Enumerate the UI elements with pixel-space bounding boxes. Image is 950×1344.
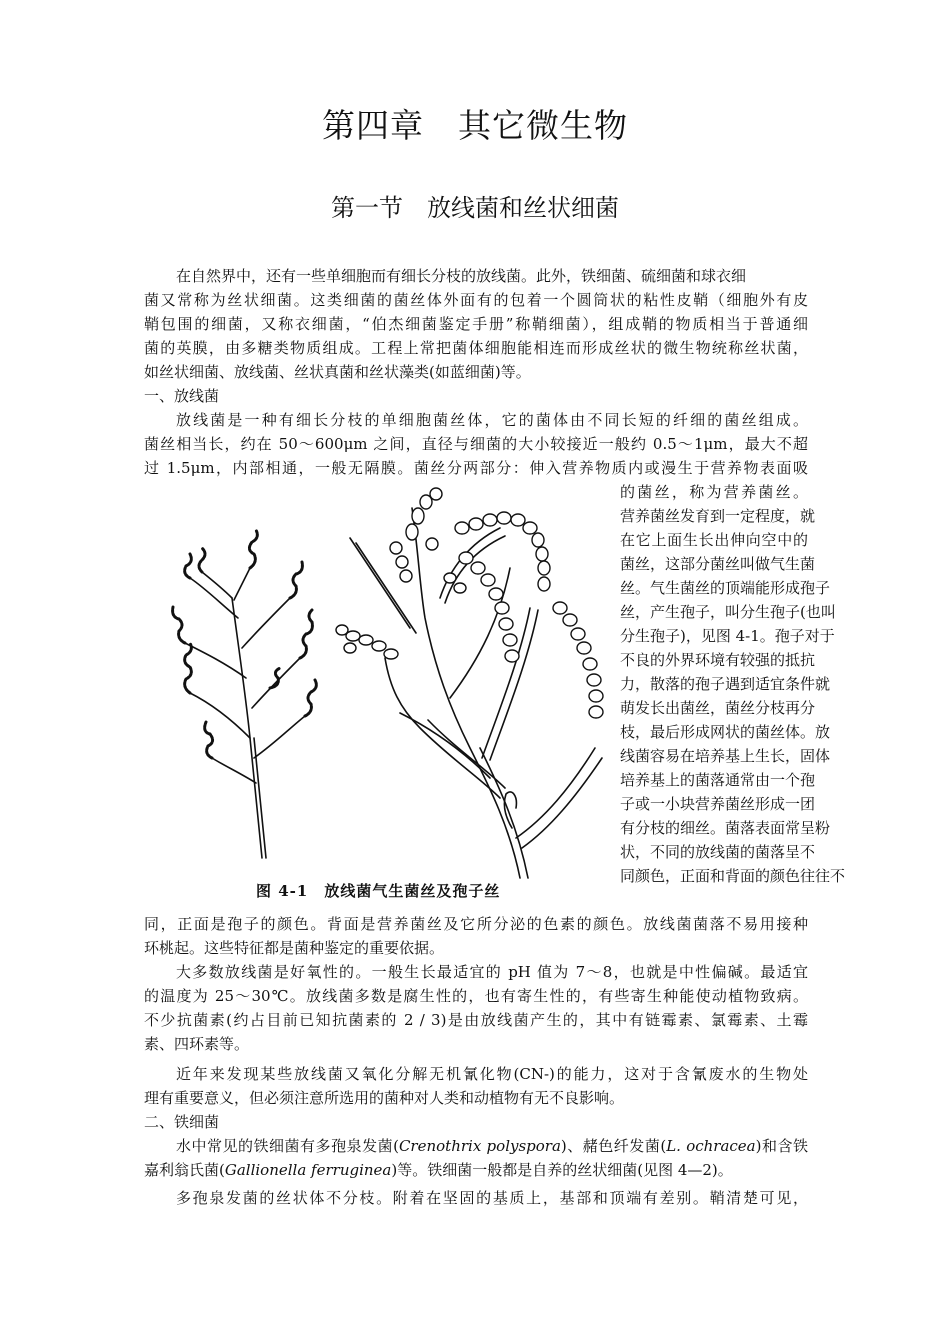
- wrap-line: 营养菌丝发育到一定程度，就: [620, 507, 816, 525]
- wrap-line: 丝，产生孢子，叫分生孢子(也叫: [620, 603, 836, 621]
- body-line: 多孢泉发菌的丝状体不分枝。附着在坚固的基质上，基部和顶端有差别。鞘清楚可见，: [176, 1189, 808, 1207]
- intro-line: 鞘包围的细菌，又称衣细菌，“伯杰细菌鉴定手册”称鞘细菌），组成鞘的物质相当于普通细: [144, 315, 808, 333]
- left-main-stem: [232, 598, 262, 858]
- section-title: 第一节 放线菌和丝状细菌: [331, 194, 619, 222]
- wrap-line: 分生孢子)，见图 4-1。孢子对于: [620, 627, 835, 645]
- chapter-title: 第四章 其它微生物: [322, 106, 628, 145]
- wrap-line: 线菌容易在培养基上生长，固体: [620, 747, 831, 765]
- body-line: 大多数放线菌是好氧性的。一般生长最适宜的 pH 值为 7～8，也就是中性偏碱。最适宜: [176, 963, 808, 981]
- wrap-line: 萌发长出菌丝，菌丝分枝再分: [620, 699, 816, 717]
- body-line: 理有重要意义，但必须注意所选用的菌种对人类和动植物有无不良影响。: [144, 1089, 625, 1107]
- intro-line: 菌又常称为丝状细菌。这类细菌的菌丝体外面有的包着一个圆筒状的粘性皮鞘（细胞外有皮: [144, 291, 808, 309]
- wrap-line: 丝。气生菌丝的顶端能形成孢子: [620, 579, 831, 597]
- wrap-line: 力，散落的孢子遇到适宜条件就: [620, 675, 831, 693]
- body-line: 环桃起。这些特征都是菌种鉴定的重要依据。: [144, 939, 445, 957]
- intro-line: 菌的英膜，由多糖类物质组成。工程上常把菌体细胞能相连而形成丝状的微生物统称丝状菌，: [144, 339, 808, 357]
- wrap-line: 同颜色，正面和背面的颜色往往不: [620, 867, 846, 885]
- body-line: 素、四环素等。: [144, 1035, 250, 1053]
- body-line: 菌丝相当长，约在 50～600μm 之间，直径与细菌的大小较接近一般约 0.5～1μm，最大不超: [144, 435, 808, 453]
- wrap-line: 状，不同的放线菌的菌落呈不: [620, 843, 816, 861]
- body-line: 过 1.5μm，内部相通，一般无隔膜。菌丝分两部分：伸入营养物质内或漫生于营养物表面吸: [144, 459, 808, 477]
- body-line: 水中常见的铁细菌有多孢泉发菌(Crenothrix polyspora)、赭色纤发菌(L. ochracea)和含铁: [176, 1137, 808, 1155]
- intro-line: 如丝状细菌、放线菌、丝状真菌和丝状藻类(如蓝细菌)等。: [144, 363, 531, 381]
- intro-line: 在自然界中，还有一些单细胞而有细长分枝的放线菌。此外，铁细菌、硫细菌和球衣细: [176, 267, 747, 285]
- body-line: 放线菌是一种有细长分枝的单细胞菌丝体，它的菌体由不同长短的纤细的菌丝组成。: [176, 411, 808, 429]
- actinomycete-hyphae-figure: [150, 488, 620, 908]
- body-line: 的温度为 25～30℃。放线菌多数是腐生性的，也有寄生性的，有些寄生种能使动植物致病。: [144, 987, 808, 1005]
- body-line: 同，正面是孢子的颜色。背面是营养菌丝及它所分泌的色素的颜色。放线菌菌落不易用接种: [144, 915, 808, 933]
- body-line: 近年来发现某些放线菌又氧化分解无机氰化物(CN-)的能力，这对于含氰废水的生物处: [176, 1065, 808, 1083]
- wrap-line: 枝，最后形成网状的菌丝体。放: [620, 723, 831, 741]
- figure-caption: 图 4-1 放线菌气生菌丝及孢子丝: [256, 882, 501, 900]
- wrap-line: 培养基上的菌落通常由一个孢: [620, 771, 816, 789]
- heading-actinomycetes: 一、放线菌: [144, 387, 220, 405]
- wrap-line: 在它上面生长出伸向空中的: [620, 531, 808, 549]
- body-line: 嘉利翁氏菌(Gallionella ferruginea)等。铁细菌一般都是自养的丝状细菌(见图 4—2)。: [144, 1161, 733, 1179]
- heading-iron-bacteria: 二、铁细菌: [144, 1113, 220, 1131]
- wrap-line: 子或一小块营养菌丝形成一团: [620, 795, 816, 813]
- wrap-line: 的菌丝，称为营养菌丝。: [620, 483, 808, 501]
- wrap-line: 不良的外界环境有较强的抵抗: [620, 651, 816, 669]
- body-line: 不少抗菌素(约占目前已知抗菌素的 2 / 3)是由放线菌产生的，其中有链霉素、氯霉素、土霉: [144, 1011, 808, 1029]
- wrap-line: 有分枝的细丝。菌落表面常呈粉: [620, 819, 831, 837]
- wrap-line: 菌丝，这部分菌丝叫做气生菌: [620, 555, 816, 573]
